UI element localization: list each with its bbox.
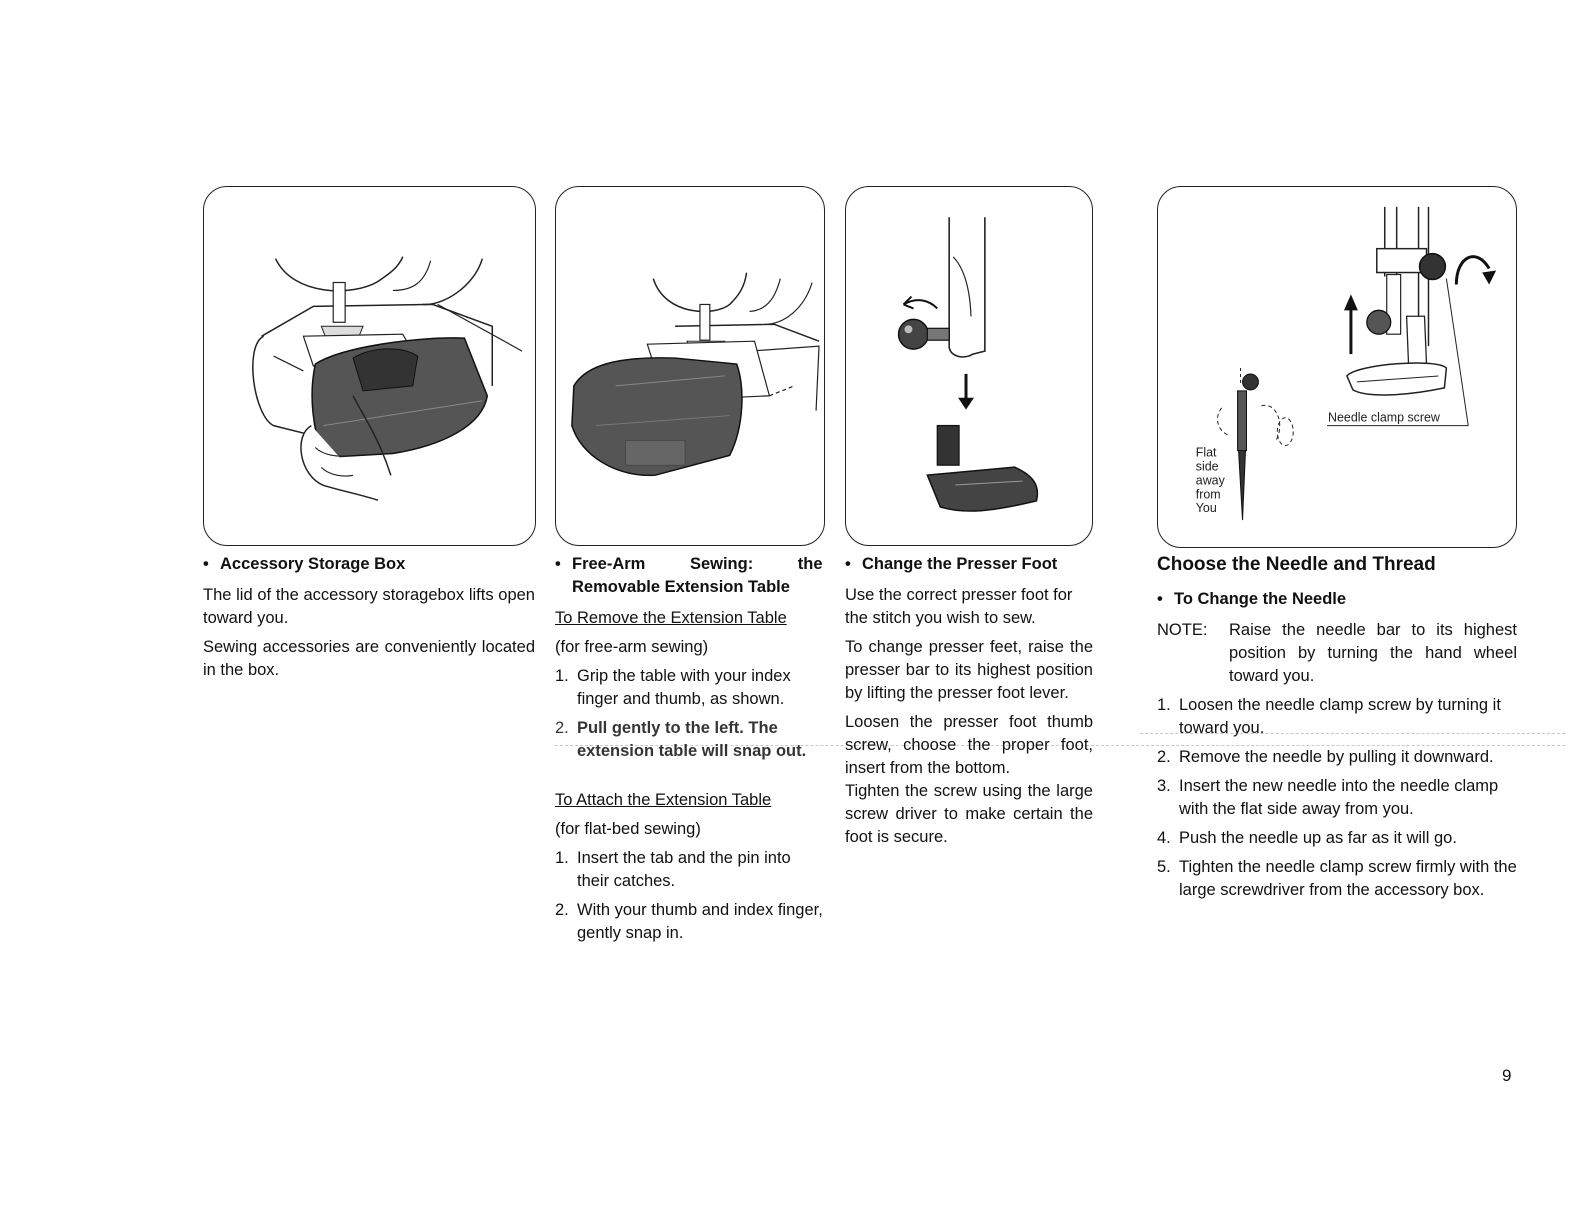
illustration-accessory-box [203,186,536,546]
needle-steps [1157,694,1517,902]
page-number: 9 [1502,1066,1512,1085]
illustration-presser-foot [845,186,1093,546]
remove-subheading: To Remove the Extension Table [555,609,787,627]
step-text: Pull gently to the left. The extension table will snap out. [577,719,807,760]
note-label: NOTE: [1157,621,1208,639]
bullet-icon: • [203,555,209,573]
attach-subheading: To Attach the Extension Table [555,791,772,809]
step-text: Remove the needle by pulling it downward. [1179,748,1494,766]
section-heading [1157,588,1517,611]
accessory-box-heading: Accessory Storage Box [220,555,406,573]
remove-note: (for free-arm sewing) [555,638,709,656]
step-text: With your thumb and index finger, gently snap in. [577,901,823,942]
accessory-box-drawing [204,187,535,545]
attach-steps [555,847,825,945]
list-item [555,717,825,763]
bullet-icon: • [845,555,851,573]
paragraph: Sewing accessories are conveniently located in the box. [203,638,535,679]
list-item [555,847,825,893]
step-number: 1. [555,849,569,867]
column-extension-table [555,553,825,951]
paragraph: Tighten the screw using the large screw driver to make certain the foot is secure. [845,782,1093,846]
column-presser-foot [845,553,1093,855]
presser-foot-drawing [846,187,1092,545]
column-needle [1157,553,1517,908]
list-item [1157,746,1517,769]
flat-side-label-line: You [1195,501,1217,516]
step-number: 4. [1157,829,1171,847]
bullet-icon: • [555,555,561,573]
note-text: Raise the needle bar to its highest position by turning the hand wheel toward you. [1229,621,1517,685]
needle-drawing [1158,187,1516,547]
list-item [1157,694,1517,740]
extension-table-drawing [556,187,824,545]
illustration-needle [1157,186,1517,548]
list-item [555,665,825,711]
step-number: 2. [555,719,569,737]
note-block [1157,619,1517,688]
attach-note: (for flat-bed sewing) [555,820,701,838]
paragraph: To change presser feet, raise the presser bar to its highest position by lifting the presser foot lever. [845,638,1093,702]
list-item [1157,775,1517,821]
section-heading [845,553,1093,576]
step-number: 3. [1157,777,1171,795]
change-needle-heading: To Change the Needle [1174,590,1347,608]
step-text: Insert the tab and the pin into their catches. [577,849,791,890]
list-item [555,899,825,945]
step-text: Push the needle up as far as it will go. [1179,829,1457,847]
illustration-extension-table [555,186,825,546]
presser-foot-heading: Change the Presser Foot [862,555,1058,573]
flat-side-label-line: side [1195,459,1219,474]
step-number: 1. [555,667,569,685]
needle-thread-title: Choose the Needle and Thread [1157,554,1436,575]
list-item [1157,856,1517,902]
extension-heading-line2: Removable Extension Table [572,578,790,596]
needle-clamp-screw-label: Needle clamp screw [1328,410,1440,425]
flat-side-label-line: Flat [1195,445,1217,460]
step-number: 5. [1157,858,1171,876]
flat-side-label-line: from [1195,487,1221,502]
step-number: 2. [555,901,569,919]
extension-heading-line1 [572,553,822,576]
column-accessory-box [203,553,535,688]
bullet-icon: • [1157,590,1163,608]
list-item [1157,827,1517,850]
flat-side-label-line: away [1195,473,1225,488]
remove-steps [555,665,825,763]
paragraph: Loosen the presser foot thumb screw, choose the proper foot, insert from the bottom. [845,713,1093,777]
paragraph: The lid of the accessory storagebox lifts open toward you. [203,586,535,627]
step-number: 1. [1157,696,1171,714]
section-heading [555,553,825,599]
step-text: Insert the new needle into the needle clamp with the flat side away from you. [1179,777,1499,818]
paragraph: Use the correct presser foot for the stitch you wish to sew. [845,586,1073,627]
step-text: Loosen the needle clamp screw by turning it toward you. [1179,696,1501,737]
heading-text: Free-Arm Sewing: the [572,555,823,573]
step-text: Tighten the needle clamp screw firmly with the large screwdriver from the accessory box. [1179,858,1517,899]
step-text: Grip the table with your index finger and thumb, as shown. [577,667,791,708]
step-number: 2. [1157,748,1171,766]
section-heading [203,553,535,576]
